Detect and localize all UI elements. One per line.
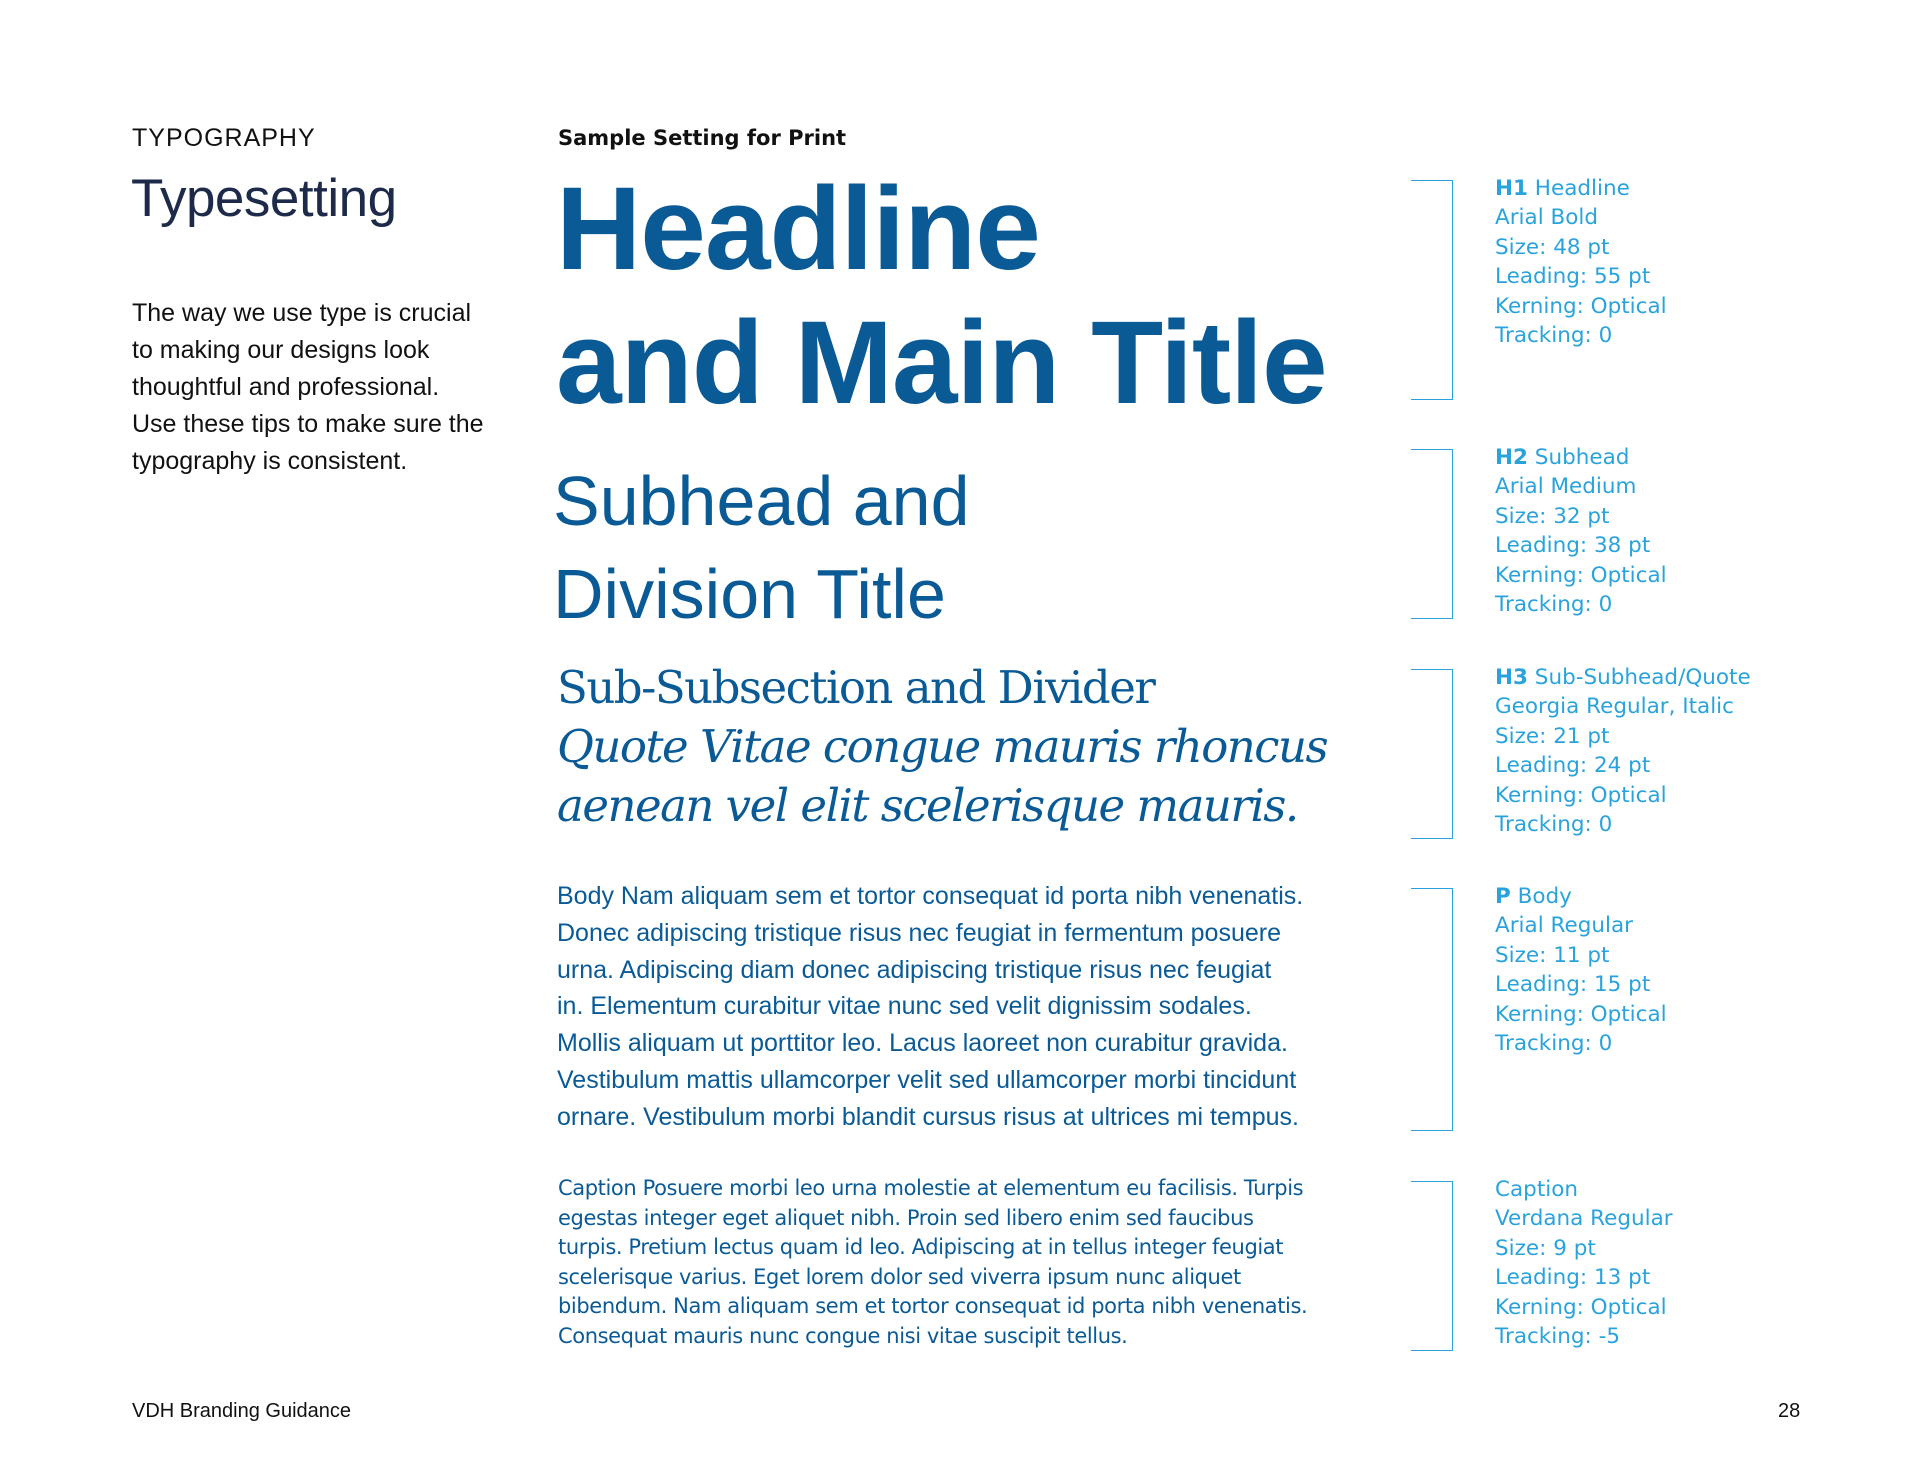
h2-bracket [1411,449,1453,619]
caption-bracket [1411,1181,1453,1351]
h3-bracket [1411,669,1453,839]
spec-line: Kerning: Optical [1495,1294,1667,1320]
body-line: urna. Adipiscing diam donec adipiscing tristique risus nec feugiat [557,955,1272,984]
body-spec [1495,882,1667,1058]
caption-line: Caption Posuere morbi leo urna molestie at elementum eu facilisis. Turpis [558,1176,1304,1200]
h2-sample [553,455,970,641]
sample-label: Sample Setting for Print [558,126,847,150]
body-sample [557,878,1303,1136]
quote-line: Quote Vitae congue mauris rhoncus [557,720,1328,773]
body-line: Donec adipiscing tristique risus nec feugiat in fermentum posuere [557,918,1281,947]
body-bracket [1411,888,1453,1131]
intro-line: Use these tips to make sure the [132,410,484,438]
caption-line: scelerisque varius. Eget lorem dolor sed viverra ipsum nunc aliquet [558,1264,1241,1289]
spec-title [1495,174,1667,203]
spec-line: Size: 11 pt [1495,942,1610,968]
page-title: Typesetting [131,169,397,228]
section-label: TYPOGRAPHY [132,124,316,152]
spec-line: Tracking: 0 [1495,323,1613,349]
intro-paragraph [132,295,522,480]
spec-line: Leading: 15 pt [1495,972,1651,998]
spec-title [1495,882,1667,911]
spec-line: Size: 32 pt [1495,503,1610,529]
spec-line: Leading: 38 pt [1495,533,1651,559]
spec-line: Tracking: 0 [1495,812,1613,838]
page-number: 28 [1778,1400,1801,1422]
h1-spec [1495,174,1667,350]
h1-line: and Main Title [556,297,1327,429]
h1-sample [556,162,1327,430]
spec-title [1495,1175,1673,1204]
spec-name: Body [1510,884,1572,909]
spec-tag: H3 [1495,665,1528,690]
caption-line: egestas integer eget aliquet nibh. Proin sed libero enim sed faucibus [558,1205,1254,1230]
spec-line: Arial Regular [1495,913,1633,939]
spec-line: Tracking: -5 [1495,1324,1621,1350]
caption-line: turpis. Pretium lectus quam id leo. Adipiscing at in tellus integer feugiat [558,1235,1284,1259]
spec-title [1495,663,1751,692]
spec-line: Georgia Regular, Italic [1495,694,1734,720]
spec-tag: H1 [1495,176,1528,201]
spec-line: Kerning: Optical [1495,562,1667,588]
spec-line: Leading: 24 pt [1495,753,1651,779]
h2-line: Subhead and [553,462,970,540]
spec-line: Arial Medium [1495,474,1637,500]
intro-line: typography is consistent. [132,447,408,475]
caption-line: bibendum. Nam aliquam sem et tortor consequat id porta nibh venenatis. [558,1294,1308,1318]
h1-bracket [1411,180,1453,400]
h2-line: Division Title [553,555,946,633]
spec-line: Arial Bold [1495,205,1599,231]
body-line: Body Nam aliquam sem et tortor consequat id porta nibh venenatis. [557,882,1304,910]
h2-spec [1495,443,1667,619]
body-line: ornare. Vestibulum morbi blandit cursus risus at ultrices mi tempus. [557,1102,1299,1131]
spec-name: Caption [1495,1177,1579,1202]
caption-spec [1495,1175,1673,1351]
h3-line: Sub-Subsection and Divider [557,661,1155,714]
spec-line: Leading: 13 pt [1495,1265,1651,1291]
body-line: in. Elementum curabitur vitae nunc sed velit dignissim sodales. [557,992,1252,1021]
spec-line: Kerning: Optical [1495,782,1667,808]
h1-line: Headline [556,163,1040,295]
spec-line: Leading: 55 pt [1495,264,1651,290]
caption-sample [558,1174,1307,1351]
h3-sample [557,658,1327,835]
intro-line: The way we use type is crucial [132,299,472,327]
spec-tag: P [1495,884,1511,909]
footer-document-title: VDH Branding Guidance [132,1400,352,1422]
quote-line: aenean vel elit scelerisque mauris. [557,779,1298,832]
spec-line: Size: 21 pt [1495,723,1610,749]
h3-spec [1495,663,1751,839]
spec-name: Headline [1527,176,1630,201]
spec-line: Size: 9 pt [1495,1235,1596,1261]
spec-name: Subhead [1527,445,1630,470]
spec-line: Tracking: 0 [1495,592,1613,618]
body-line: Mollis aliquam ut porttitor leo. Lacus laoreet non curabitur gravida. [557,1029,1288,1058]
intro-line: thoughtful and professional. [132,373,440,401]
spec-tag: H2 [1495,445,1528,470]
spec-line: Size: 48 pt [1495,234,1610,260]
spec-title [1495,443,1667,472]
spec-line: Tracking: 0 [1495,1031,1613,1057]
spec-line: Verdana Regular [1495,1206,1673,1232]
body-line: Vestibulum mattis ullamcorper velit sed ullamcorper morbi tincidunt [557,1065,1297,1094]
caption-line: Consequat mauris nunc congue nisi vitae suscipit tellus. [558,1323,1128,1348]
spec-line: Kerning: Optical [1495,1001,1667,1027]
intro-line: to making our designs look [132,336,430,364]
spec-line: Kerning: Optical [1495,293,1667,319]
spec-name: Sub-Subhead/Quote [1527,665,1751,690]
